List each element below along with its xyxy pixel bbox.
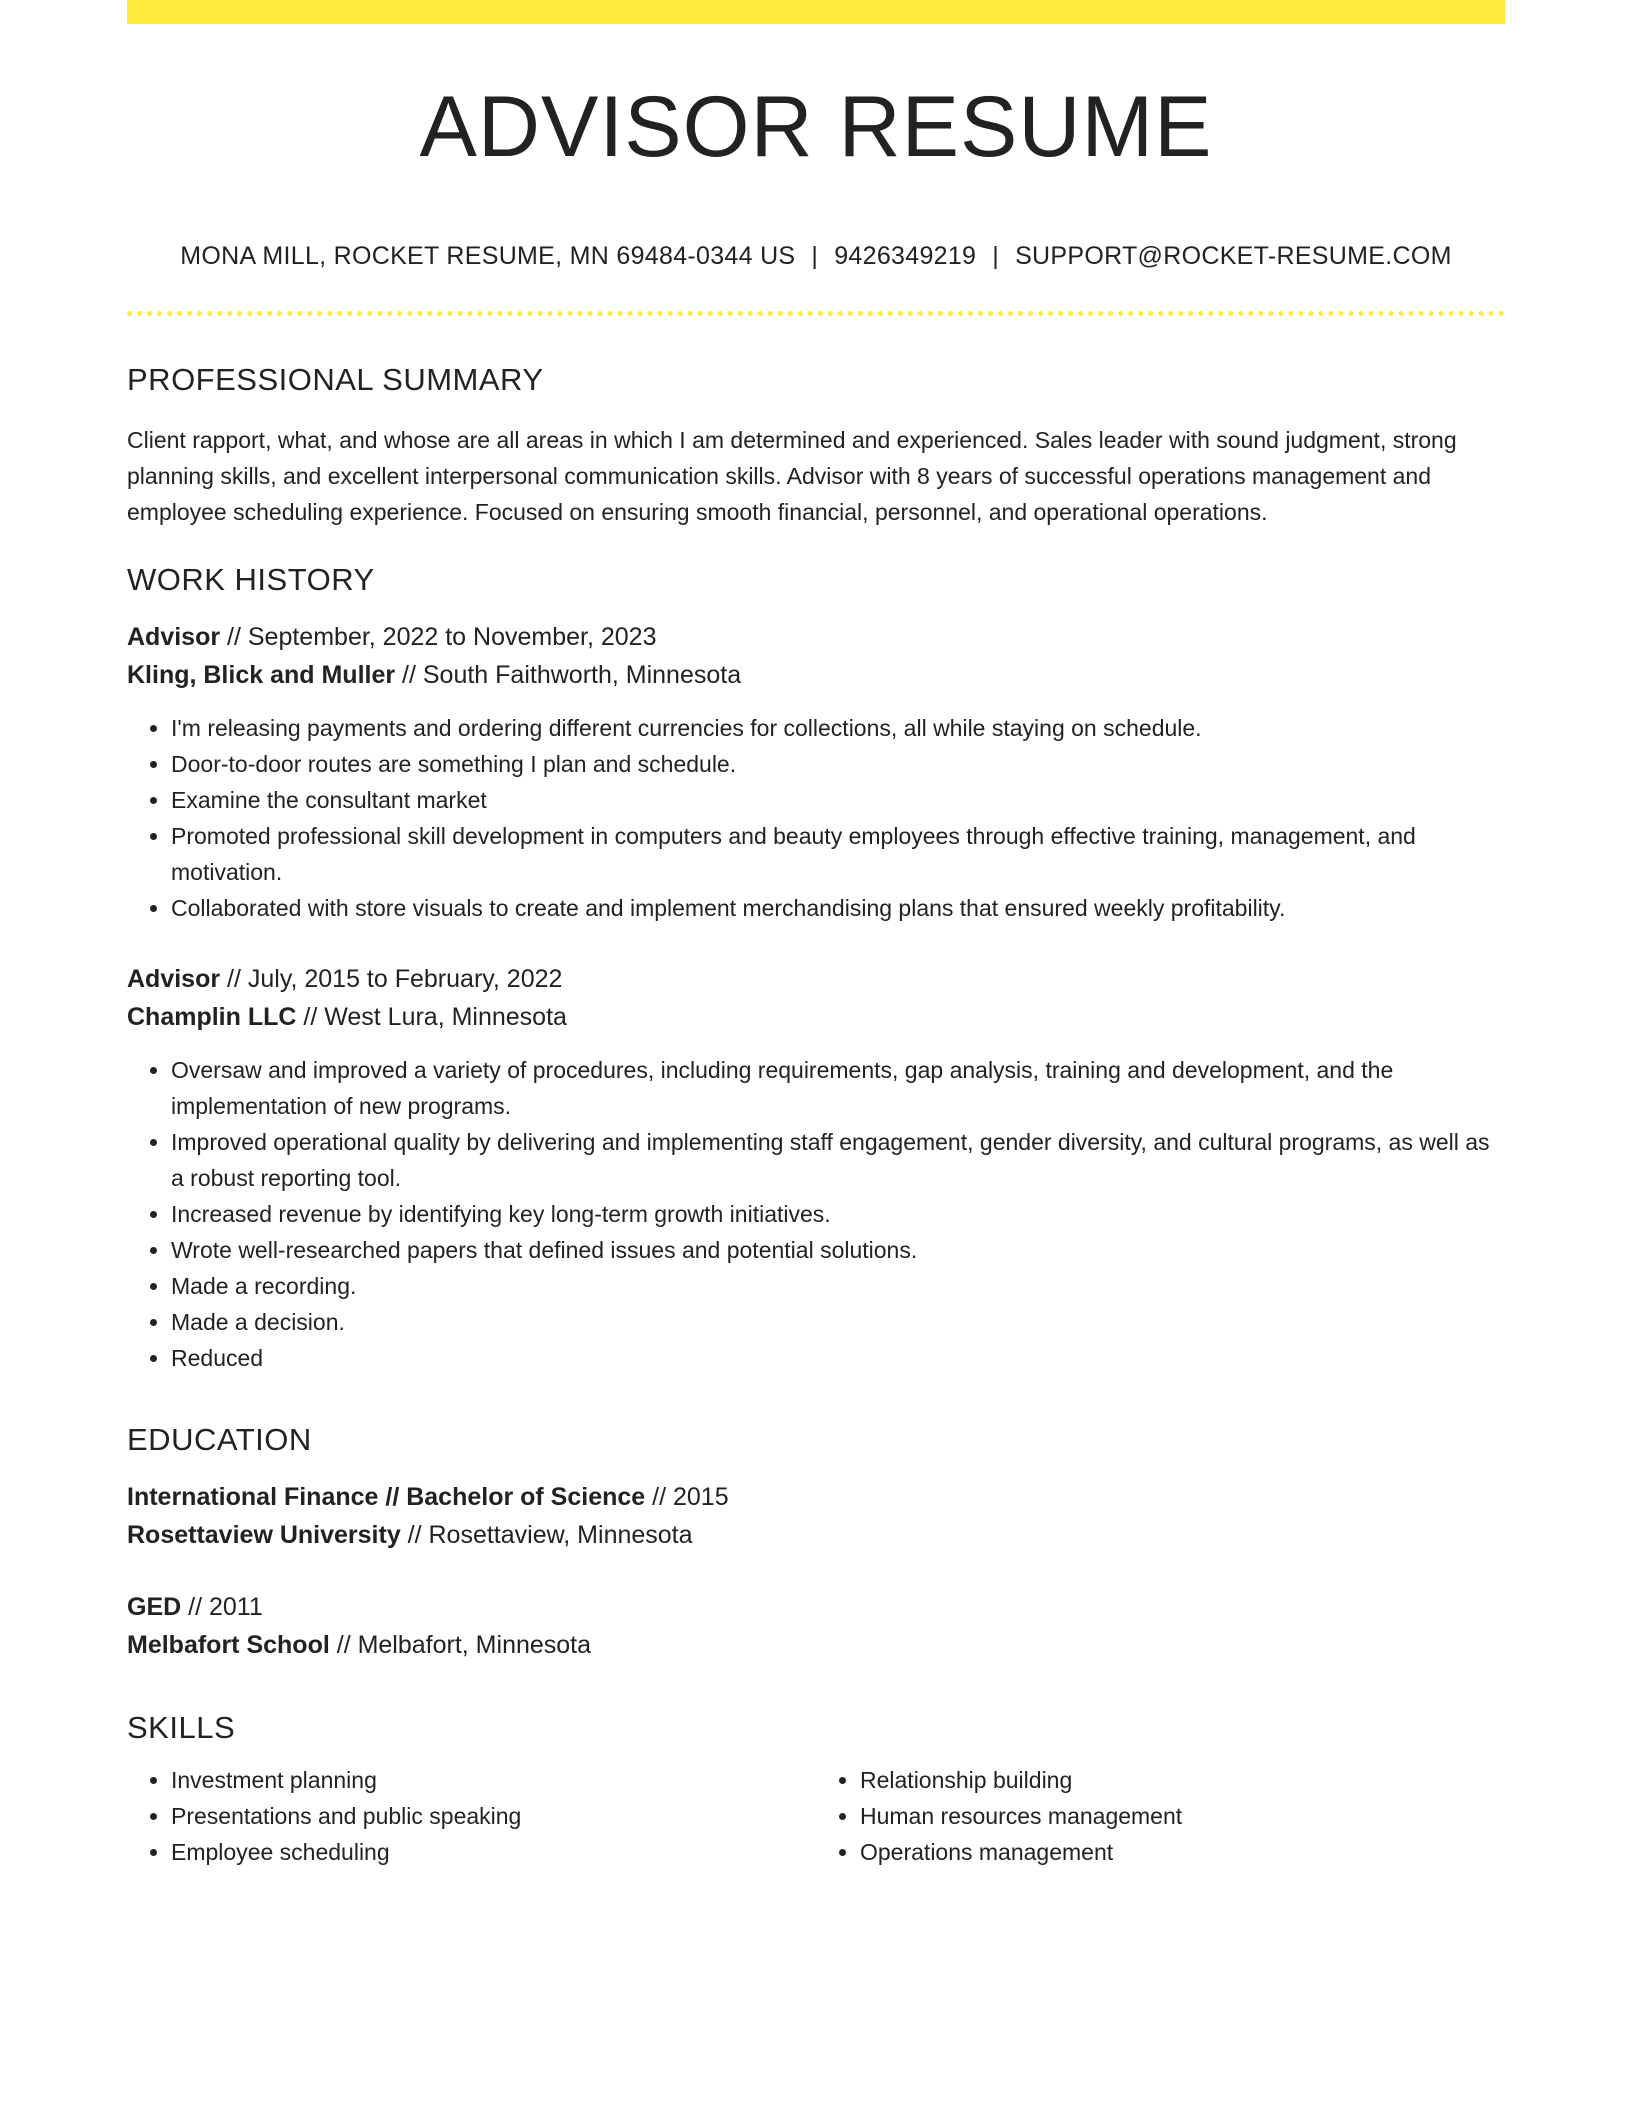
list-item: • Increased revenue by identifying key long-term growth initiatives. <box>171 1196 1505 1232</box>
list-item: • Made a recording. <box>171 1268 1505 1304</box>
job-title-line <box>127 960 1505 998</box>
resume-page <box>127 0 1505 1870</box>
list-item: • I'm releasing payments and ordering different currencies for collections, all while staying on schedule. <box>171 710 1505 746</box>
job-title-line <box>127 618 1505 656</box>
contact-phone: 9426349219 <box>834 242 977 270</box>
degree: International Finance // Bachelor of Science <box>127 1483 646 1511</box>
list-item: • Improved operational quality by delivering and implementing staff engagement, gender diversity, and cultural programs, as well as a robust reporting tool. <box>171 1124 1505 1196</box>
skills-list-left <box>127 1762 816 1870</box>
degree-line <box>127 1588 1505 1626</box>
job-title: Advisor <box>127 623 221 651</box>
job-company-line <box>127 998 1505 1036</box>
list-item: • Door-to-door routes are something I plan and schedule. <box>171 746 1505 782</box>
degree-year: // 2011 <box>181 1593 263 1621</box>
skill-item: • Relationship building <box>860 1762 1505 1798</box>
job-title: Advisor <box>127 965 221 993</box>
school-location: // Rosettaview, Minnesota <box>400 1521 693 1549</box>
school-location: // Melbafort, Minnesota <box>329 1631 592 1659</box>
page-title: ADVISOR RESUME <box>419 79 1213 175</box>
section-heading-education: EDUCATION <box>127 1422 312 1457</box>
section-heading-summary: PROFESSIONAL SUMMARY <box>127 362 544 397</box>
skill-item: • Presentations and public speaking <box>171 1798 816 1834</box>
job-entry <box>127 618 1505 926</box>
school: Rosettaview University <box>127 1521 401 1549</box>
list-item: • Oversaw and improved a variety of procedures, including requirements, gap analysis, training and development, and the implementation of new programs. <box>171 1052 1505 1124</box>
job-bullets <box>127 1052 1505 1376</box>
job-bullets <box>127 710 1505 926</box>
skill-item: • Human resources management <box>860 1798 1505 1834</box>
school: Melbafort School <box>127 1631 330 1659</box>
school-line <box>127 1516 1505 1554</box>
section-heading-skills: SKILLS <box>127 1710 236 1745</box>
job-company: Champlin LLC <box>127 1003 297 1031</box>
skills-section <box>127 1710 1505 1870</box>
list-item: • Promoted professional skill development in computers and beauty employees through effective training, management, and motivation. <box>171 818 1505 890</box>
list-item: • Wrote well-researched papers that defined issues and potential solutions. <box>171 1232 1505 1268</box>
accent-bar <box>127 0 1505 24</box>
list-item: • Reduced <box>171 1340 1505 1376</box>
contact-line <box>127 242 1505 271</box>
skills-list-right <box>816 1762 1505 1870</box>
degree-year: // 2015 <box>645 1483 729 1511</box>
education-entry <box>127 1588 1505 1664</box>
skills-columns <box>127 1762 1505 1870</box>
summary-section <box>127 362 1505 530</box>
skill-item: • Operations management <box>860 1834 1505 1870</box>
school-line <box>127 1626 1505 1664</box>
contact-separator: | <box>992 242 1000 270</box>
job-location: // West Lura, Minnesota <box>296 1003 567 1031</box>
list-item: • Examine the consultant market <box>171 782 1505 818</box>
dotted-divider <box>127 311 1505 316</box>
job-location: // South Faithworth, Minnesota <box>395 661 742 689</box>
contact-separator: | <box>811 242 819 270</box>
section-heading-work: WORK HISTORY <box>127 562 375 597</box>
skill-item: • Employee scheduling <box>171 1834 816 1870</box>
list-item: • Made a decision. <box>171 1304 1505 1340</box>
job-dates: // July, 2015 to February, 2022 <box>220 965 563 993</box>
list-item: • Collaborated with store visuals to create and implement merchandising plans that ensured weekly profitability. <box>171 890 1505 926</box>
job-company-line <box>127 656 1505 694</box>
education-section <box>127 1422 1505 1664</box>
summary-text: Client rapport, what, and whose are all areas in which I am determined and experienced. Sales leader with sound judgment, strong planning skills, and excellent interpersonal communication skills. Advisor with 8 years of successful operations management and employee scheduling experience. Focused on ensuring smooth financial, personnel, and operational operations. <box>127 427 1457 525</box>
work-history-section <box>127 562 1505 1376</box>
degree: GED <box>127 1593 182 1621</box>
job-entry <box>127 960 1505 1376</box>
contact-address: MONA MILL, ROCKET RESUME, MN 69484-0344 US <box>180 242 796 270</box>
skill-item: • Investment planning <box>171 1762 816 1798</box>
education-entry <box>127 1478 1505 1554</box>
degree-line <box>127 1478 1505 1516</box>
job-company: Kling, Blick and Muller <box>127 661 396 689</box>
contact-email: SUPPORT@ROCKET-RESUME.COM <box>1015 242 1452 270</box>
job-dates: // September, 2022 to November, 2023 <box>220 623 657 651</box>
